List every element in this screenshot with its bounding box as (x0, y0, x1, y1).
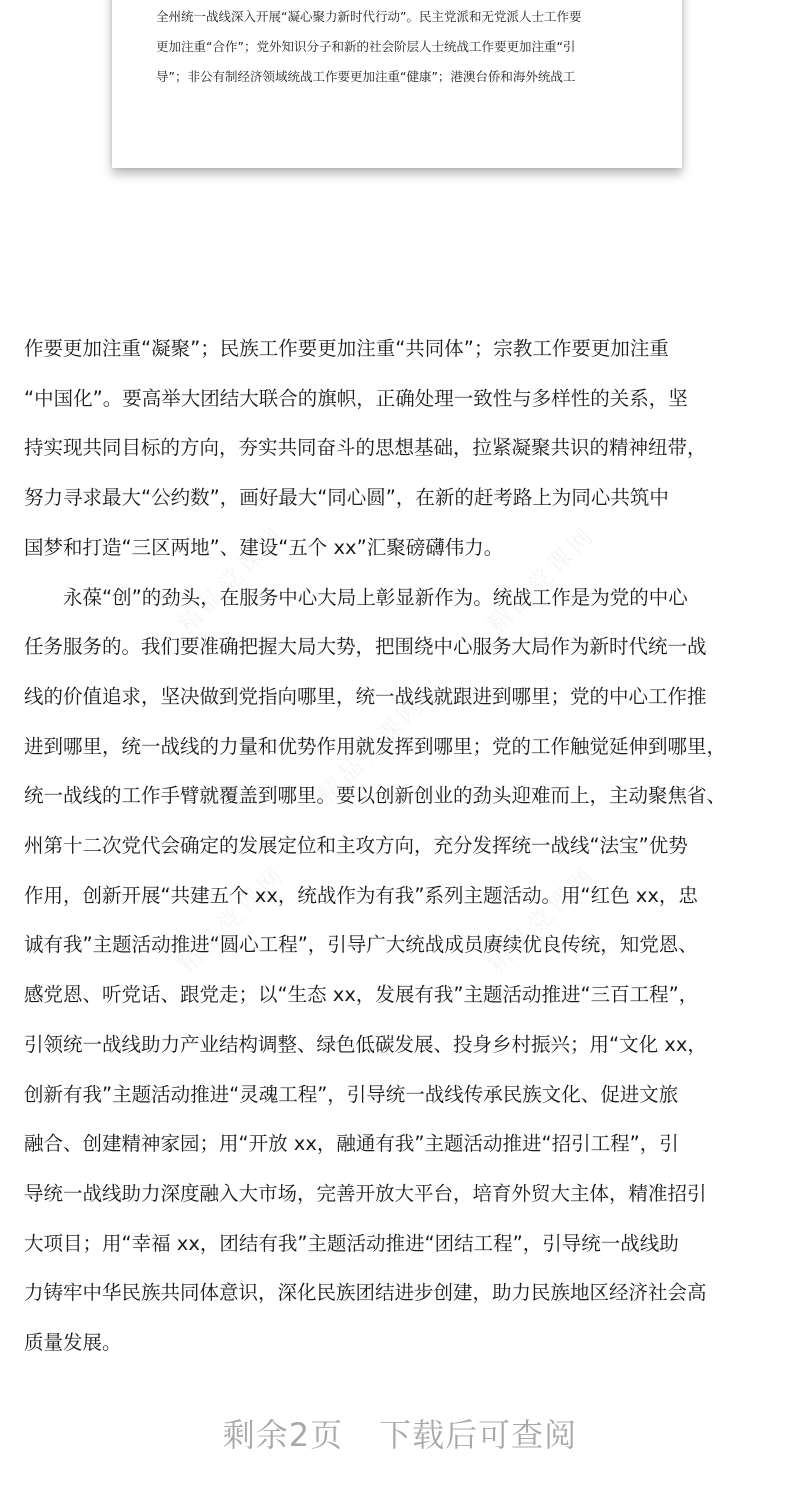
paragraph-line: 努力寻求最大“公约数”，画好最大“同心圆”，在新的赶考路上为同心共筑中 (24, 486, 669, 510)
paragraph-line: 作要更加注重“凝聚”；民族工作要更加注重“共同体”；宗教工作要更加注重 (24, 337, 669, 360)
remaining-pages-text: 剩余2页 (222, 1416, 344, 1454)
paragraph-line: 线的价值追求，坚决做到党指向哪里，统一战线就跟进到哪里；党的中心工作推 (24, 684, 707, 708)
watermark-text: 精品党课网 (172, 519, 292, 639)
paragraph-line: 感党恩、听党话、跟党走；以“生态 xx，发展有我”主题活动推进“三百工程”， (24, 983, 699, 1007)
paragraph-line: 州第十二次党代会确定的发展定位和主攻方向，充分发挥统一战线“法宝”优势 (24, 834, 688, 858)
paragraph-line: 统一战线的工作手臂就覆盖到哪里。要以创新创业的劲头迎难而上，主动聚焦省、 (24, 784, 727, 808)
download-notice[interactable] (0, 1410, 800, 1456)
paragraph-line: 诚有我”主题活动推进“圆心工程”，引导广大统战成员赓续优良传统，知党恩、 (24, 933, 698, 957)
download-hint-text: 下载后可查阅 (379, 1416, 578, 1454)
preview-text (156, 2, 656, 92)
watermark-text: 精品党课网 (482, 859, 602, 979)
paragraph-line: 任务服务的。我们要准确把握大局大势，把围绕中心服务大局作为新时代统一战 (24, 635, 707, 659)
paragraph-line: 大项目；用“幸福 xx，团结有我”主题活动推进“团结工程”，引导统一战线助 (24, 1231, 679, 1255)
paragraph-line: 融合、创建精神家园；用“开放 xx，融通有我”主题活动推进“招引工程”，引 (24, 1132, 679, 1156)
watermark-text: 精品党课网 (312, 689, 432, 809)
paragraph-line: “中国化”。要高举大团结大联合的旗帜，正确处理一致性与多样性的关系，坚 (24, 386, 688, 410)
watermark-text: 精品党课网 (482, 519, 602, 639)
preview-line: 全州统一战线深入开展“凝心聚力新时代行动”。民主党派和无党派人士工作要 (156, 9, 582, 24)
paragraph-line: 创新有我”主题活动推进“灵魂工程”，引导统一战线传承民族文化、促进文旅 (24, 1082, 679, 1106)
document-preview-card (112, 0, 682, 168)
paragraph-line: 作用，创新开展“共建五个 xx，统战作为有我”系列主题活动。用“红色 xx，忠 (24, 883, 698, 907)
watermark-text: 精品党课网 (172, 859, 292, 979)
paragraph-line: 引领统一战线助力产业结构调整、绿色低碳发展、投身乡村振兴；用“文化 xx， (24, 1032, 707, 1056)
paragraph-line: 持实现共同目标的方向，夯实共同奋斗的思想基础，拉紧凝聚共识的精神纽带， (24, 436, 707, 460)
preview-line: 导”；非公有制经济领域统战工作要更加注重“健康”；港澳台侨和海外统战工 (156, 69, 576, 84)
paragraph-line: 质量发展。 (24, 1331, 122, 1355)
paragraph-line: 力铸牢中华民族共同体意识，深化民族团结进步创建，助力民族地区经济社会高 (24, 1281, 707, 1305)
preview-line: 更加注重“合作”；党外知识分子和新的社会阶层人士统战工作要更加注重“引 (156, 39, 576, 54)
paragraph-line: 永葆“创”的劲头，在服务中心大局上彰显新作为。统战工作是为党的中心 (24, 585, 688, 609)
paragraph-line: 进到哪里，统一战线的力量和优势作用就发挥到哪里；党的工作触觉延伸到哪里， (24, 734, 727, 758)
document-body (24, 324, 784, 1368)
paragraph-line: 国梦和打造“三区两地”、建设“五个 xx”汇聚磅礴伟力。 (24, 535, 504, 559)
paragraph-line: 导统一战线助力深度融入大市场，完善开放大平台，培育外贸大主体，精准招引 (24, 1181, 707, 1205)
